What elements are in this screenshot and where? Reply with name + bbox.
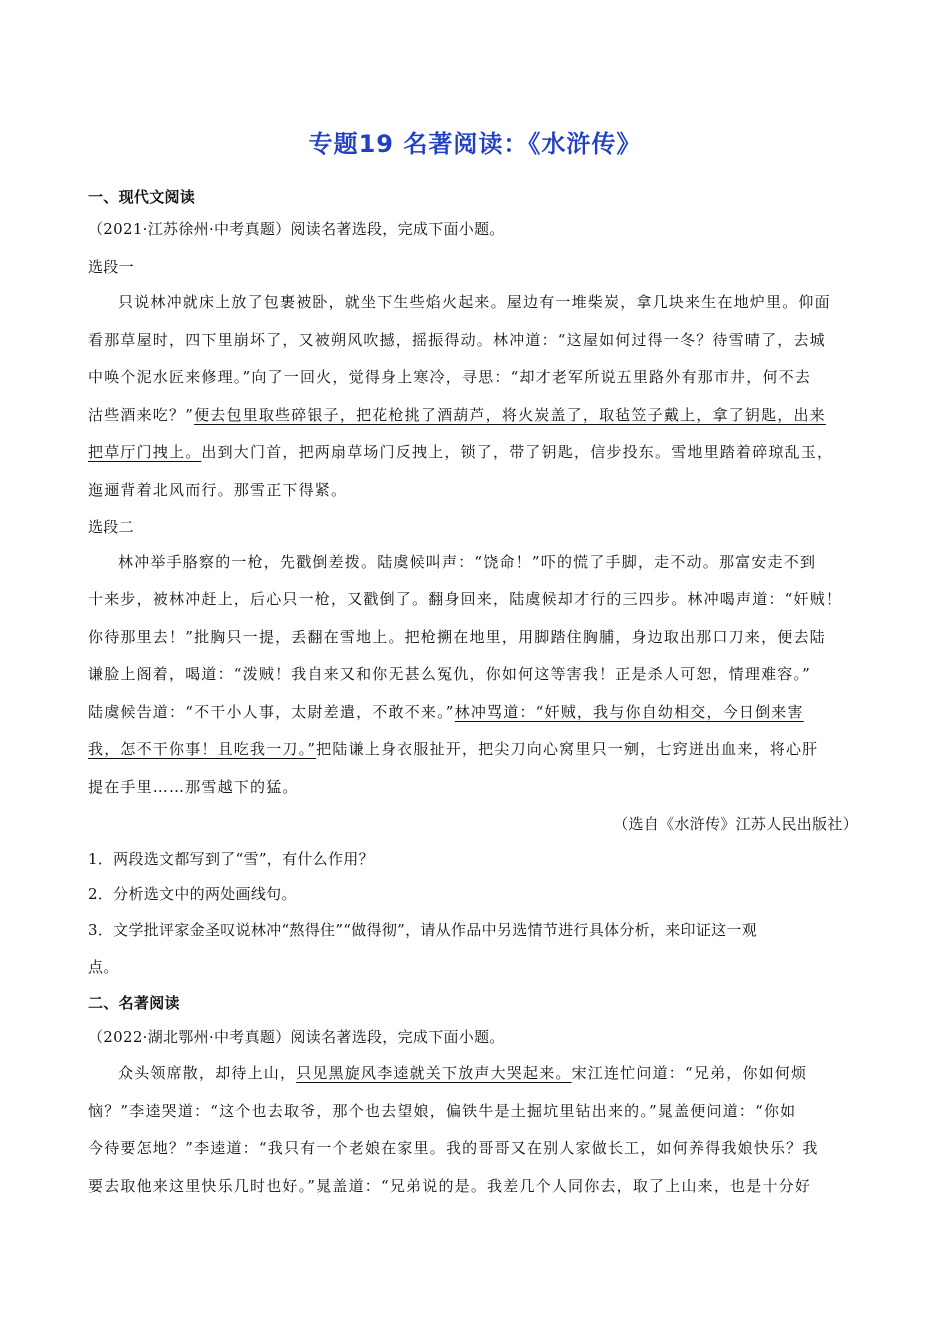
question-1: 1．两段选文都写到了“雪”，有什么作用？ [88, 850, 374, 868]
plain-text: 众头领席散，却待上山， [118, 1064, 297, 1082]
plain-text: 陆虞候告道：“不干小人事，太尉差遣，不敢不来。” [88, 703, 455, 721]
paragraph-line [88, 702, 863, 722]
paragraph-line: 林冲举手胳察的一枪，先戳倒差拨。陆虞候叫声：“饶命！”吓的慌了手脚，走不动。那富安走不到 [118, 553, 817, 571]
paragraph-line: 只说林冲就床上放了包裹被卧，就坐下生些焰火起来。屋边有一堆柴炭，拿几块来生在地炉里。仰面 [118, 293, 831, 311]
paragraph-line: 恼？”李逵哭道：“这个也去取爷，那个也去望娘，偏铁牛是土掘坑里钻出来的。”晁盖便问道：“你如 [88, 1102, 797, 1120]
paragraph-line: 迤逦背着北风而行。那雪正下得紧。 [88, 481, 348, 499]
paragraph-line: 提在手里……那雪越下的猛。 [88, 778, 299, 796]
plain-text: 出到大门首，把两扇草场门反拽上，锁了，带了钥匙，信步投东。雪地里踏着碎琼乱玉， [201, 443, 834, 461]
paragraph-line: 你待那里去！”批胸只一提，丢翻在雪地上。把枪搠在地里，用脚踏住胸脯，身边取出那口刀来，便去陆 [88, 628, 826, 646]
source-note: （2022·湖北鄂州·中考真题）阅读名著选段，完成下面小题。 [88, 1028, 505, 1046]
underlined-sentence: 我，怎不干你事！且吃我一刀。” [88, 740, 317, 758]
question-3-continued: 点。 [88, 958, 119, 976]
paragraph-line: 十来步，被林冲赶上，后心只一枪，又戳倒了。翻身回来，陆虞候却才行的三四步。林冲喝声道：“奸贼！ [88, 590, 843, 608]
section-heading: 二、名著阅读 [88, 994, 180, 1012]
question-2: 2．分析选文中的两处画线句。 [88, 885, 297, 903]
underlined-sentence: 林冲骂道：“奸贼，我与你自幼相交，今日倒来害 [454, 703, 804, 721]
paragraph-line: 今待要怎地？”李逵道：“我只有一个老娘在家里。我的哥哥又在别人家做长工，如何养得我娘快乐？我 [88, 1139, 819, 1157]
page-title: 专题19 名著阅读：《水浒传》 [308, 130, 642, 158]
excerpt-label: 选段二 [88, 518, 134, 536]
excerpt-label: 选段一 [88, 258, 134, 276]
paragraph-line: 中唤个泥水匠来修理。”向了一回火，觉得身上寒冷，寻思：“却才老军所说五里路外有那市井，何不去 [88, 368, 812, 386]
underlined-sentence: 只见黑旋风李逵就关下放声大哭起来。 [296, 1064, 572, 1082]
paragraph-line [88, 1063, 893, 1083]
underlined-sentence: 把草厅门拽上。 [88, 443, 202, 461]
section-heading: 一、现代文阅读 [88, 188, 196, 206]
plain-text: 沽些酒来吃？” [88, 406, 195, 424]
source-note: （2021·江苏徐州·中考真题）阅读名著选段，完成下面小题。 [88, 220, 505, 238]
paragraph-line [88, 405, 863, 425]
paragraph-line: 看那草屋时，四下里崩坏了，又被朔风吹撼，摇振得动。林冲道：“这屋如何过得一冬？待雪晴了，去城 [88, 331, 826, 349]
citation: （选自《水浒传》江苏人民出版社） [613, 815, 858, 833]
plain-text: 把陆谦上身衣服扯开，把尖刀向心窝里只一剜，七窍迸出血来，将心肝 [316, 740, 819, 758]
paragraph-line: 谦脸上阁着，喝道：“泼贼！我自来又和你无甚么冤仇，你如何这等害我！正是杀人可恕，情理难容。” [88, 665, 812, 683]
paragraph-line [88, 442, 863, 462]
paragraph-line [88, 739, 863, 759]
underlined-sentence: 便去包里取些碎银子，把花枪挑了酒葫芦，将火炭盖了，取毡笠子戴上，拿了钥匙，出来 [194, 406, 826, 424]
question-3: 3．文学批评家金圣叹说林冲“熬得住”“做得彻”，请从作品中另选情节进行具体分析，来印证这一观 [88, 921, 758, 939]
plain-text: 宋江连忙问道：“兄弟，你如何烦 [571, 1064, 808, 1082]
paragraph-line: 要去取他来这里快乐几时也好。”晁盖道：“兄弟说的是。我差几个人同你去，取了上山来，也是十分好 [88, 1177, 812, 1195]
